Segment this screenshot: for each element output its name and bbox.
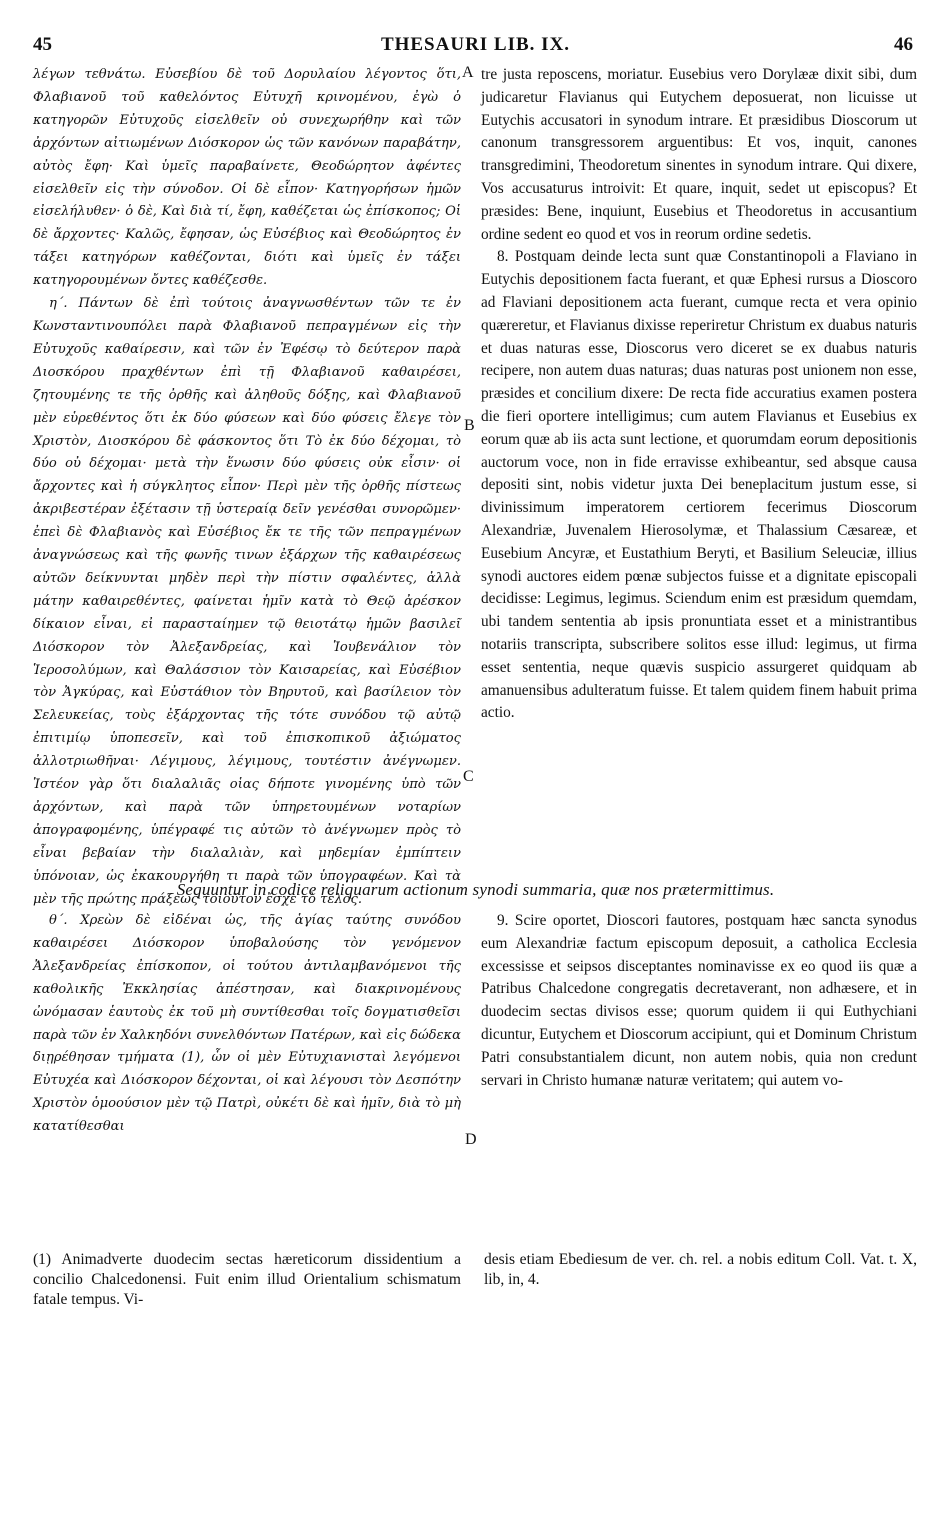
footnote-right: desis etiam Ebediesum de ver. ch. rel. a nobis editum Coll. Vat. t. X, lib, in, 4. — [484, 1251, 917, 1288]
latin-paragraph: tre justa reposcens, moriatur. Eusebius vero Dorylææ dixit sibi, dum judicaretur Flavianus qui Eutychem deposuerat, non licuisse ut Eutychis accusatori in synodum intrare. Et præsidibus Dioscorum ut canonum transgressorem arguentibus: Et vos, inquit, canones transgredimini, Theodoretum sinentes in synodum intrare. Qui dixere, Vos accusaturus introivit: Et quare, inquit, sedet ut episcopus? Et præsides: Bene, inquiunt, Eusebius et Theodoretus in accusantium ordine sedent eo quod et vos in reorum ordine sedetis. — [481, 66, 917, 243]
greek-column-lower — [33, 910, 461, 1139]
page-header — [0, 34, 951, 58]
greek-paragraph: θ´. Χρεὼν δὲ εἰδέναι ὡς, τῆς ἁγίας ταύτης συνόδου καθαιρέσει Διόσκορον ὑποβαλούσης τὸν γενόμενον Ἀλεξανδρείας ἐπίσκοπον, οἱ τούτου ἀντιλαμβανόμενοι τῆς καθολικῆς Ἐκκλησίας ἀπέστησαν, καὶ διακρινομένους ὠνόμασαν ἑαυτοὺς ἐκ τοῦ μὴ συντίθεσθαι τοῖς δογματισθεῖσι παρὰ τῶν ἐν Χαλκηδόνι συνελθόντων Πατέρων, καὶ εἰς δώδεκα διῃρέθησαν τμήματα (1), ὧν οἱ μὲν Εὐτυχιανισταὶ λεγόμενοι Εὐτυχέα καὶ Διόσκορον δέχονται, οἱ καὶ λέγουσι τὸν Δεσπότην Χριστὸν ὁμοούσιον μὲν τῷ Πατρὶ, οὐκέτι δὲ καὶ ἡμῖν, διὰ τὸ μὴ κατατίθεσθαι — [33, 913, 461, 1135]
greek-column-upper — [33, 64, 461, 912]
margin-marker-d: D — [465, 1131, 477, 1148]
running-title: THESAURI LIB. IX. — [380, 34, 571, 55]
greek-paragraph: λέγων τεθνάτω. Εὐσεβίου δὲ τοῦ Δορυλαίου λέγοντος ὅτι, Φλαβιανοῦ τοῦ καθελόντος Εὐτυχῆ κρινομένου, ἐγὼ ὁ κατηγορῶν Εὐτυχοῦς εἰσελθεῖν οὐ συνεχωρήθην καὶ τῶν ἀρχόντων αἰτιωμένων Διόσκορον ὡς τῶν κανόνων παραβάτην, αὐτὸς ἔφη· Καὶ ὑμεῖς παραβαίνετε, Θεοδώρητον ἀφέντες εἰσελθεῖν εἰς τὴν σύνοδον. Οἱ δὲ εἶπον· Κατηγορήσων ἡμῶν εἰσελήλυθεν· ὁ δὲ, Καὶ διὰ τί, ἔφη, καθέζεται ὡς ἐπίσκοπος; Οἱ δὲ ἄρχοντες· Καλῶς, ἔφησαν, ὡς Εὐσέβιος καὶ Θεοδώρητος ἐν τάξει κατηγόρων καθέζονται, διότι καὶ ὑμεῖς ἐν τάξει κατηγορουμένων ὄντες καθέζεσθε. — [33, 67, 461, 289]
footnote-left: (1) Animadverte duodecim sectas hæreticorum dissidentium a concilio Chalcedonensi. Fuit enim illud Orientalium schismatum fatale tempus. Vi- — [33, 1251, 461, 1308]
margin-marker-a: A — [462, 64, 474, 81]
latin-column-upper — [481, 64, 917, 725]
page-number-left: 45 — [33, 34, 52, 55]
margin-marker-c: C — [463, 768, 474, 785]
latin-paragraph: 9. Scire oportet, Dioscori fautores, postquam hæc sancta synodus eum Alexandriæ factum episcopum deposuit, a catholica Ecclesia excessisse et seipsos disceptantes nominavisse ex eo quod iis quæ a Patribus Chalcedone congregatis decretaverant, non adhæsere, et in duodecim sectas divisos esse; quorum quidem ii qui Euthychiani dicuntur, Eutychem et Dioscorum accipiunt, qui et Dominum Christum Patri consubstantialem dicunt, non autem nobis, quia non credunt servari in Christo humanæ naturæ veritatem; qui autem vo- — [481, 912, 917, 1089]
latin-paragraph: 8. Postquam deinde lecta sunt quæ Constantinopoli a Flaviano in Eutychis depositionem facta fuerant, et quæ Ephesi rursus a Dioscoro ad Flaviani depositionem acta fuerant, cumque recta et vera opinio quæreretur, et Flavianus dixisse reperiretur Christum ex duabus naturis et duas naturas esse, Dioscorus vero diceret se ex duabus naturis recipere, non autem duas naturas; duas naturas post unionem non esse, præsides et concilium dixere: De recta fide accuratius examen postera die fieri oportere intelligimus; cum autem Flavianus et Eusebius ex eorum quæ ab iis acta sunt lectione, et quorumdam eorum depositionis auctorum voce, non in fide erravisse exhibeantur, sed absque causa depositi sint, nobis videtur juxta Dei beneplacitum justum esse, si divinissimum imperatorem certiorem fecerimus Dioscorum Alexandriæ, Juvenalem Hierosolymæ, et Thalassium Cæsareæ, et Eusebium Ancyræ, et Eustathium Beryti, et Basilium Seleuciæ, illius synodi auctores eidem pœnæ subjectos fuisse et a dignitate episcopali decidisse: Legimus, legimus. Sciendum enim est præsidum quemdam, ubi tandem sententia ab ipsis pronuntiata esset et a ministrantibus notariis transcripta, subscribere solitos esse illud: legimus, ut firma esset sententia, neque quævis suspicio assurgeret quidquam ab amanuensibus adulteratum fuisse. Et talem quidem finem habuit prima actio. — [481, 248, 917, 722]
margin-marker-b: B — [464, 417, 475, 434]
greek-paragraph: η´. Πάντων δὲ ἐπὶ τούτοις ἀναγνωσθέντων τῶν τε ἐν Κωνσταντινουπόλει παρὰ Φλαβιανοῦ πεπραγμένων εἰς τὴν Εὐτυχοῦς καθαίρεσιν, καὶ τῶν ἐν Ἐφέσῳ τὸ δεύτερον παρὰ Διοσκόρου πραχθέντων ἐπὶ τῇ Φλαβιανοῦ καθαιρέσει, ζητουμένης τε τῆς ὀρθῆς καὶ ἀληθοῦς δόξης, καὶ Φλαβιανοῦ μὲν εὑρεθέντος ὅτι ἐκ δύο φύσεων καὶ δύο φύσεις ἔλεγε τὸν Χριστὸν, Διοσκόρου δὲ φάσκοντος ὅτι Τὸ ἐκ δύο δέχομαι, τὸ δύο οὐ δέχομαι· μετὰ τὴν ἕνωσιν δύο φύσεις οὐκ εἶσιν· οἱ ἄρχοντες καὶ ἡ σύγκλητος εἶπον· Περὶ μὲν τῆς ὀρθῆς πίστεως ἀκριβεστέραν ἐξέτασιν τῇ ὑστεραίᾳ δεῖν γενέσθαι συνορῶμεν· ἐπεὶ δὲ Φλαβιανὸς καὶ Εὐσέβιος ἔκ τε τῆς τῶν πεπραγμένων ἀναγνώσεως καὶ τῆς φωνῆς τινων ἐξάρχων τῆς καθαιρέσεως αὐτῶν δείκνυνται μηδὲν περὶ τὴν πίστιν σφαλέντες, ἀλλὰ μάτην καθαιρεθέντες, φαίνεται ἡμῖν κατὰ τὸ Θεῷ ἀρέσκον δίκαιον εἶναι, εἰ παρασταίημεν τῷ θειοτάτῳ ἡμῶν βασιλεῖ Διόσκορον τὸν Ἀλεξανδρείας, καὶ Ἰουβενάλιον τὸν Ἱεροσολύμων, καὶ Θαλάσσιον τὸν Καισαρείας, καὶ Εὐσέβιον τὸν Ἀγκύρας, καὶ Εὐστάθιον τὸν Βηρυτοῦ, καὶ βασίλειον τὸν Σελευκείας, τοὺς ἐξάρχοντας τῆς τότε συνόδου τῷ αὐτῷ ἐπιτιμίῳ ὑποπεσεῖν, καὶ τοῦ ἐπισκοπικοῦ ἀξιώματος ἀλλοτριωθῆναι· Λέγιμους, λέγιμους, τουτέστιν ἀνέγνωμεν. Ἰστέον γὰρ ὅτι διαλαλιᾶς οἱας δήποτε γινομένης ὑπὸ τῶν ἀρχόντων, καὶ παρὰ τῶν ὑπηρετουμένων νοταρίων ἀπογραφομένης, ὑπέγραφέ τις αὐτῶν τὸ ἀνέγνωμεν πρὸς τὸ εἶναι βεβαίαν τὴν διαλαλιὰν, καὶ μηδεμίαν ἐμπίπτειν ὑπόνοιαν, ὡς ἐκακουργήθη τι παρὰ τῶν ὑπογραφέων. Καὶ τὰ μὲν τῆς πρώτης πράξεως τοιοῦτον ἔσχε τὸ τέλος. — [33, 296, 461, 907]
latin-column-lower — [481, 910, 917, 1092]
page-number-right: 46 — [894, 34, 913, 55]
section-rubric: Sequuntur in codice reliquarum actionum synodi summaria, quæ nos prætermittimus. — [176, 880, 775, 899]
